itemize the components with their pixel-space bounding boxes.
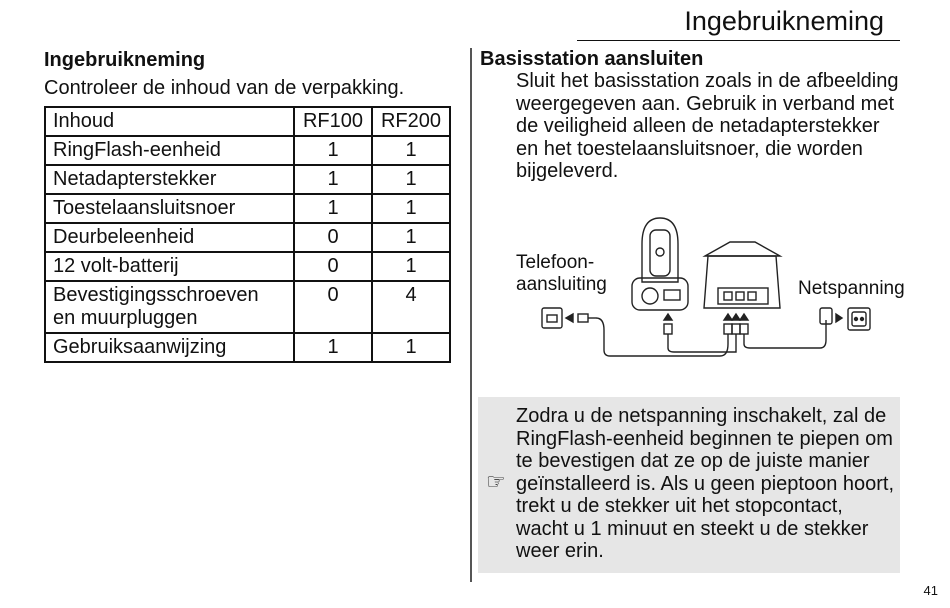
phone-connection-label-line2: aansluiting bbox=[516, 274, 607, 295]
arrow-right-icon bbox=[836, 314, 842, 322]
table-row bbox=[45, 281, 450, 333]
table-cell: 1 bbox=[294, 194, 372, 223]
table-row bbox=[45, 165, 450, 194]
page-header-title: Ingebruikneming bbox=[684, 6, 884, 36]
page-number: 41 bbox=[923, 583, 938, 598]
table-cell: 4 bbox=[372, 281, 450, 333]
column-header: Inhoud bbox=[45, 107, 294, 136]
note-text: Zodra u de netspanning inschakelt, zal de RingFlash-eenheid beginnen te piepen om te bevestigen dat ze op de juiste manier geïnstalleerd is. Als u geen pieptoon hoort, trekt u de stekker uit het stopcontact, wacht u 1 minuut en steekt u de stekker weer erin. bbox=[516, 405, 895, 562]
table-cell: Deurbeleenheid bbox=[45, 223, 294, 252]
right-column bbox=[480, 48, 900, 183]
table-cell: Gebruiksaanwijzing bbox=[45, 333, 294, 362]
left-column bbox=[44, 48, 464, 363]
table-row bbox=[45, 252, 450, 281]
arrow-left-icon bbox=[566, 314, 573, 322]
arrow-up-icon bbox=[740, 314, 748, 320]
table-cell: 0 bbox=[294, 223, 372, 252]
pointing-hand-icon: ☞ bbox=[486, 469, 506, 494]
section-heading: Basisstation aansluiten bbox=[480, 48, 704, 70]
table-row bbox=[45, 136, 450, 165]
table-cell: 0 bbox=[294, 281, 372, 333]
arrow-up-icon bbox=[724, 314, 732, 320]
phone-connection-label-line1: Telefoon- bbox=[516, 252, 595, 273]
phone-plug-icon bbox=[578, 314, 588, 322]
arrow-up-icon bbox=[664, 314, 672, 320]
column-divider bbox=[470, 48, 472, 582]
phone-connection-label bbox=[516, 252, 607, 296]
table-cell: 1 bbox=[372, 333, 450, 362]
ringflash-unit-icon bbox=[632, 218, 688, 310]
table-cell: 1 bbox=[372, 223, 450, 252]
contents-table bbox=[44, 106, 451, 363]
table-row bbox=[45, 223, 450, 252]
table-cell: Toestelaansluitsnoer bbox=[45, 194, 294, 223]
table-cell: 1 bbox=[372, 136, 450, 165]
power-socket-icon bbox=[848, 308, 870, 330]
column-header: RF100 bbox=[294, 107, 372, 136]
table-cell: 1 bbox=[294, 136, 372, 165]
section-heading: Ingebruikneming bbox=[44, 49, 206, 71]
table-cell: 1 bbox=[294, 165, 372, 194]
base-station-icon bbox=[704, 242, 780, 308]
table-cell: 12 volt-batterij bbox=[45, 252, 294, 281]
intro-text: Controleer de inhoud van de verpakking. bbox=[44, 77, 405, 99]
column-header: RF200 bbox=[372, 107, 450, 136]
arrow-up-icon bbox=[732, 314, 740, 320]
table-cell: 1 bbox=[372, 194, 450, 223]
phone-socket-icon bbox=[542, 308, 562, 328]
table-cell: RingFlash-eenheid bbox=[45, 136, 294, 165]
instruction-text: Sluit het basisstation zoals in de afbeelding weergegeven aan. Gebruik in verband met de veiligheid alleen de netadapterstekker en het toestelaansluitsnoer, die worden bijgeleverd. bbox=[516, 70, 899, 182]
table-row bbox=[45, 333, 450, 362]
table-header-row bbox=[45, 107, 450, 136]
table-cell: 1 bbox=[372, 252, 450, 281]
table-cell: Bevestigingsschroeven en muurpluggen bbox=[45, 281, 294, 333]
info-note-box bbox=[478, 397, 900, 573]
table-cell: 0 bbox=[294, 252, 372, 281]
table-cell: Netadapterstekker bbox=[45, 165, 294, 194]
table-cell: 1 bbox=[372, 165, 450, 194]
header-rule bbox=[577, 40, 900, 41]
power-label: Netspanning bbox=[798, 278, 905, 299]
connection-diagram bbox=[480, 212, 910, 362]
table-cell: 1 bbox=[294, 333, 372, 362]
table-row bbox=[45, 194, 450, 223]
